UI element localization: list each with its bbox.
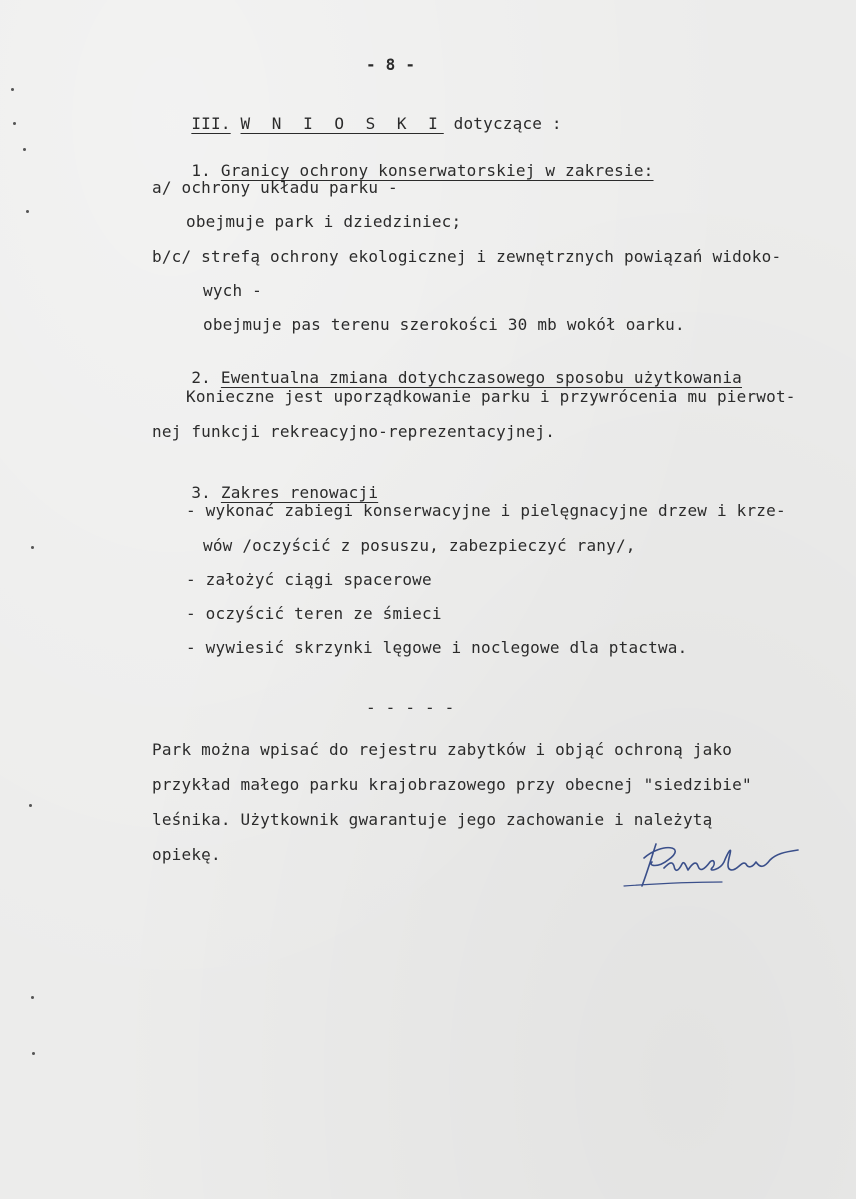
section-3-item-2: - założyć ciągi spacerowe: [186, 570, 432, 589]
section-3-number: 3.: [191, 483, 212, 502]
section-1-item-bc-detail: obejmuje pas terenu szerokości 30 mb wokół oarku.: [203, 315, 685, 334]
section-1-item-bc-line-2: wych -: [203, 281, 262, 300]
margin-speck: [29, 804, 32, 807]
section-1-item-a-detail: obejmuje park i dziedziniec;: [186, 212, 462, 231]
margin-speck: [31, 546, 34, 549]
heading-roman: III.: [191, 114, 231, 133]
section-1-number: 1.: [191, 161, 212, 180]
margin-speck: [23, 148, 26, 151]
margin-speck: [31, 996, 34, 999]
section-1-item-bc-line-1: b/c/ strefą ochrony ekologicznej i zewnętrznych powiązań widoko-: [152, 247, 782, 266]
margin-speck: [26, 210, 29, 213]
heading-word: W N I O S K I: [240, 114, 444, 133]
page-number: - 8 -: [366, 55, 416, 74]
section-divider: - - - - -: [366, 698, 455, 717]
section-3-item-3: - oczyścić teren ze śmieci: [186, 604, 442, 623]
margin-speck: [11, 88, 14, 91]
closing-line-3: leśnika. Użytkownik gwarantuje jego zachowanie i należytą: [152, 810, 713, 829]
closing-line-2: przykład małego parku krajobrazowego przy obecnej "siedzibie": [152, 775, 752, 794]
section-2-paragraph-line-1: Konieczne jest uporządkowanie parku i przywrócenia mu pierwot-: [186, 387, 796, 406]
section-heading: [152, 100, 562, 148]
section-2-number: 2.: [191, 368, 212, 387]
section-3-item-4: - wywiesić skrzynki lęgowe i noclegowe dla ptactwa.: [186, 638, 688, 657]
closing-line-1: Park można wpisać do rejestru zabytków i objąć ochroną jako: [152, 740, 733, 759]
section-3-item-1-line-2: wów /oczyścić z posuszu, zabezpieczyć rany/,: [203, 536, 636, 555]
margin-speck: [32, 1052, 35, 1055]
closing-line-4: opiekę.: [152, 845, 221, 864]
section-3-item-1-line-1: - wykonać zabiegi konserwacyjne i pielęgnacyjne drzew i krze-: [186, 501, 786, 520]
section-3-title: Zakres renowacji: [220, 483, 379, 502]
section-2-paragraph-line-2: nej funkcji rekreacyjno-reprezentacyjnej.: [152, 422, 556, 441]
handwritten-signature: [612, 838, 822, 898]
signature-stroke: [642, 844, 798, 886]
section-2-title: Ewentualna zmiana dotychczasowego sposobu użytkowania: [220, 368, 742, 387]
margin-speck: [13, 122, 16, 125]
signature-underline-stroke: [624, 882, 722, 886]
section-1-item-a: a/ ochrony układu parku -: [152, 178, 398, 197]
heading-rest: dotyczące :: [453, 114, 562, 133]
section-1-title: Granicy ochrony konserwatorskiej w zakresie:: [220, 161, 654, 180]
